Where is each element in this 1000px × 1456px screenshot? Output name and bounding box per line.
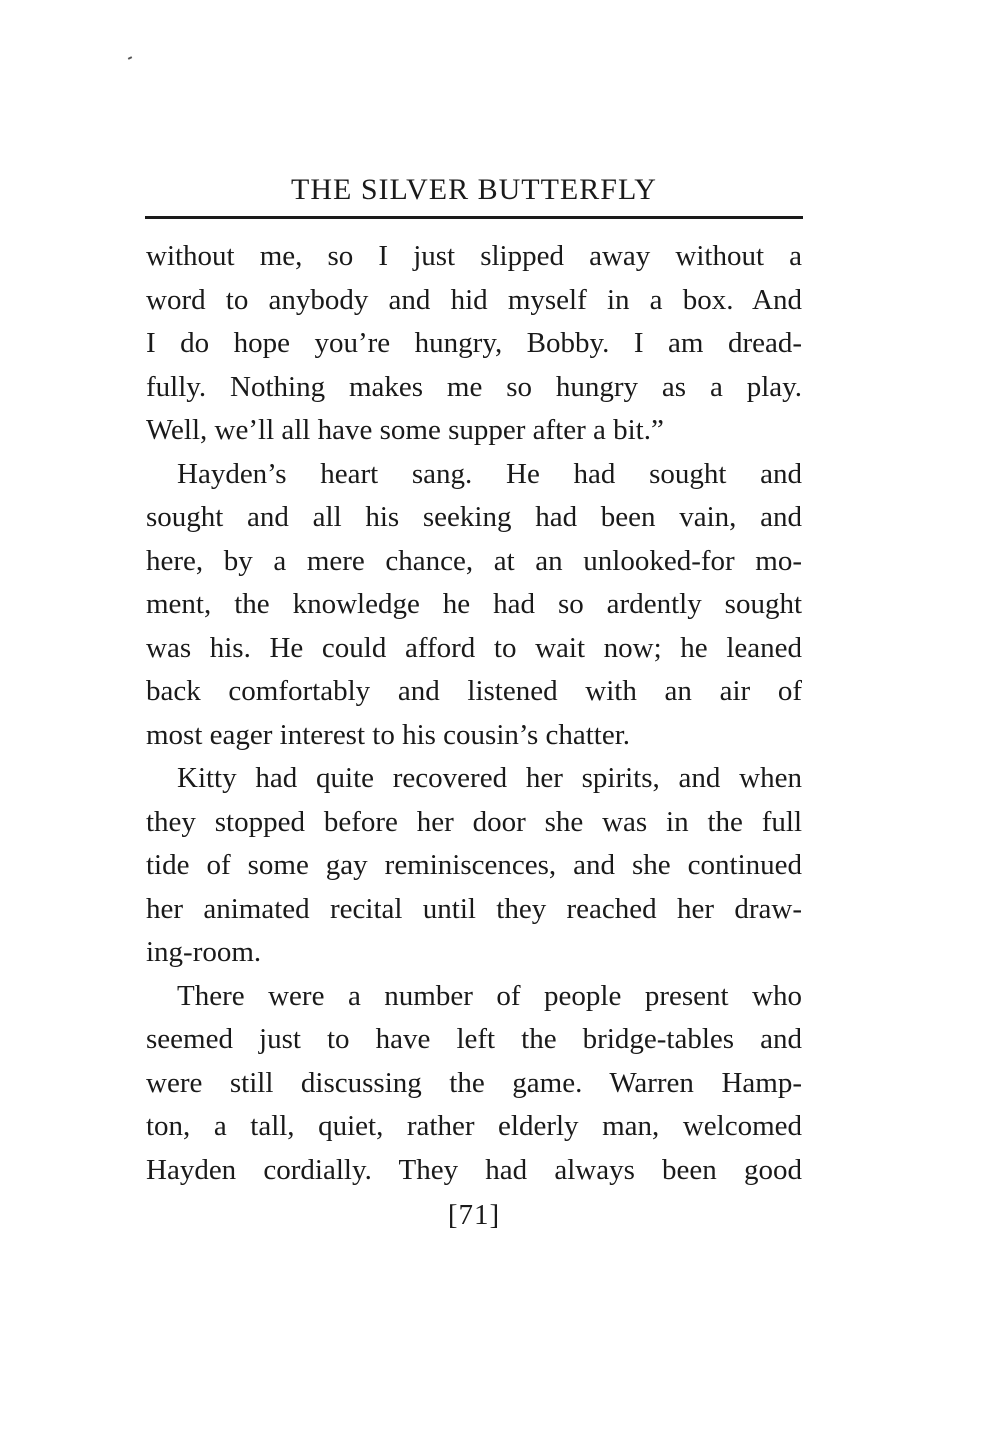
text-line: back comfortably and listened with an air of <box>146 675 802 707</box>
text-line: Hayden cordially. They had always been good <box>146 1153 802 1186</box>
text-line: they stopped before her door she was in the full <box>146 805 802 838</box>
print-speck <box>128 56 132 60</box>
text-line: ton, a tall, quiet, rather elderly man, welcomed <box>146 1110 802 1142</box>
page-number: [71] <box>447 1199 501 1231</box>
text-line: most eager interest to his cousin’s chatter. <box>146 718 631 751</box>
text-line: were still discussing the game. Warren Hamp- <box>146 1066 802 1099</box>
text-line: There were a number of people present who <box>177 979 802 1012</box>
text-line: I do hope you’re hungry, Bobby. I am dread- <box>146 327 802 359</box>
header-rule <box>145 216 803 219</box>
text-line: was his. He could afford to wait now; he leaned <box>146 631 802 664</box>
text-line: seemed just to have left the bridge-tables and <box>146 1023 802 1055</box>
text-line: ment, the knowledge he had so ardently sought <box>146 588 802 620</box>
text-line: ing-room. <box>146 936 262 968</box>
text-line: tide of some gay reminiscences, and she continued <box>146 849 802 881</box>
text-line: Hayden’s heart sang. He had sought and <box>177 457 802 490</box>
running-head: THE SILVER BUTTERFLY <box>291 173 657 206</box>
text-line: her animated recital until they reached her draw- <box>146 892 802 925</box>
text-line: sought and all his seeking had been vain, and <box>146 501 802 533</box>
text-line: Well, we’ll all have some supper after a bit.” <box>146 414 664 446</box>
text-line: word to anybody and hid myself in a box. And <box>146 283 802 316</box>
text-line: without me, so I just slipped away without a <box>146 240 802 272</box>
text-line: Kitty had quite recovered her spirits, and when <box>177 762 802 794</box>
text-line: fully. Nothing makes me so hungry as a play. <box>146 370 802 403</box>
body-text <box>146 235 802 1192</box>
text-line: here, by a mere chance, at an unlooked-for mo- <box>146 544 802 577</box>
